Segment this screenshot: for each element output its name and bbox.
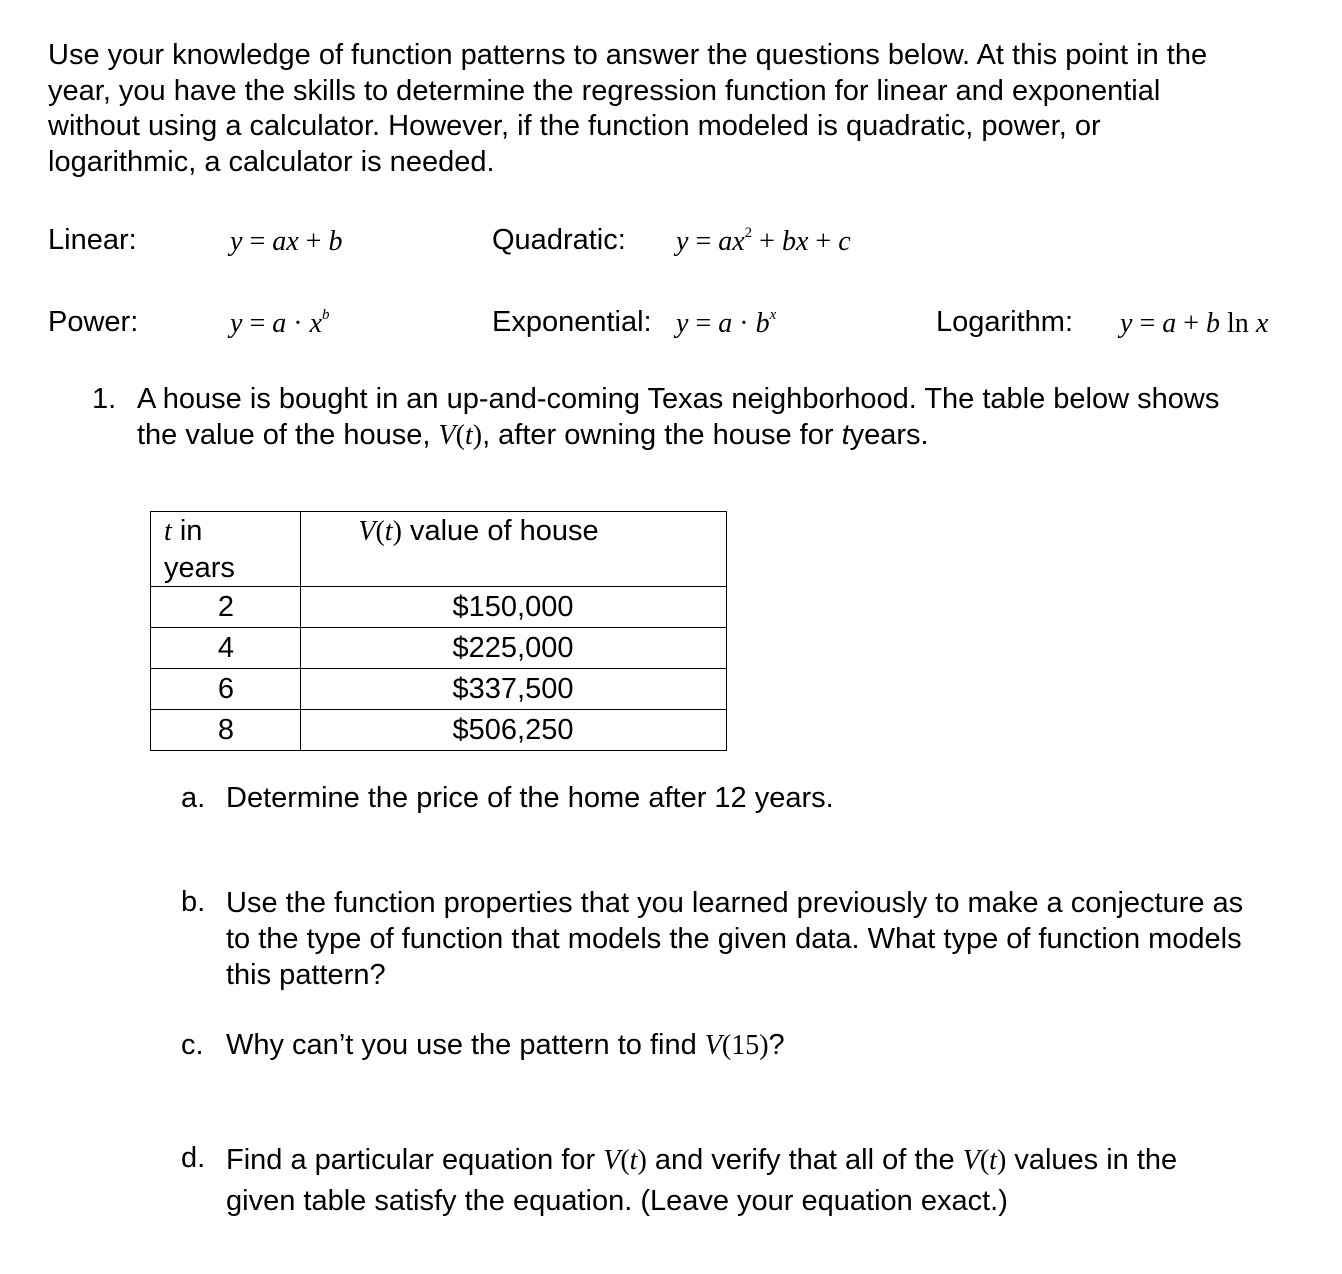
table-cell-value: $225,000 (301, 628, 727, 669)
quadratic-formula: $y = ax^2$ + bx + c (676, 225, 851, 257)
power-formula: $y = a \cdot x^b$ (230, 307, 330, 339)
logarithm-formula: y = a + b ln x (1120, 308, 1269, 339)
question-d-line-2: given table satisfy the equation. (Leave your equation exact.) (226, 1185, 1008, 1217)
question-b-text (226, 885, 1326, 993)
table-cell-value: $150,000 (301, 587, 727, 628)
question-d-label: d. (181, 1142, 206, 1174)
table-header-t (151, 512, 301, 587)
question-b-label: b. (181, 886, 206, 918)
question-d-line-1 (226, 1140, 1326, 1181)
table-cell-t: 4 (151, 628, 301, 669)
problem-1-line-1: A house is bought in an up-and-coming Texas neighborhood. The table below shows (137, 383, 1220, 415)
question-d-text-3: values in the (1014, 1144, 1178, 1176)
problem-1-text-a: the value of the house, (137, 419, 431, 451)
question-b-line-1: Use the function properties that you learned previously to make a conjecture as (226, 887, 1244, 919)
problem-1-vt: V(t) (438, 420, 483, 451)
linear-formula: y = ax + b (230, 226, 343, 257)
table-cell-t: 6 (151, 669, 301, 710)
table-row (151, 587, 727, 628)
problem-1-text-c: years. (849, 419, 929, 451)
question-c-text (226, 1029, 785, 1062)
table-row (151, 628, 727, 669)
intro-line-3: without using a calculator. However, if the function modeled is quadratic, power, or (48, 110, 1101, 142)
problem-1-t: t (841, 419, 850, 451)
table-cell-value: $506,250 (301, 710, 727, 751)
house-value-table (150, 511, 727, 751)
logarithm-label: Logarithm: (936, 306, 1074, 338)
question-a-label: a. (181, 782, 206, 814)
table-row (151, 669, 727, 710)
intro-line-1: Use your knowledge of function patterns to answer the questions below. At this point in the (48, 39, 1208, 71)
question-d-text-2: and verify that all of the (654, 1144, 955, 1176)
question-d-text (226, 1140, 1326, 1222)
table-header-row (151, 512, 727, 587)
table-header-v (301, 512, 727, 587)
linear-label: Linear: (48, 224, 137, 256)
exponential-label: Exponential: (492, 306, 652, 338)
question-c-end: ? (768, 1029, 785, 1061)
header-t-years: years (164, 552, 235, 584)
question-d-vt-1: V(t) (603, 1145, 647, 1176)
header-t-in: in (179, 515, 203, 547)
question-d-vt-2: V(t) (962, 1145, 1007, 1176)
problem-1-text-b: , after owning the house for (482, 419, 834, 451)
problem-number: 1. (92, 383, 117, 415)
problem-1-text (137, 381, 1317, 454)
question-c-prompt: Why can’t you use the pattern to find (226, 1029, 697, 1061)
table-cell-t: 8 (151, 710, 301, 751)
intro-paragraph (48, 38, 1308, 180)
intro-line-2: year, you have the skills to determine the regression function for linear and exponential (48, 74, 1161, 107)
header-t-var: t (164, 516, 172, 547)
intro-line-4: logarithmic, a calculator is needed. (48, 145, 495, 178)
problem-1-line-2 (137, 417, 1317, 454)
exponential-formula: $y = a \cdot b^x$ (676, 307, 777, 339)
question-c-math: V(15) (704, 1030, 769, 1061)
table-cell-value: $337,500 (301, 669, 727, 710)
question-c-label: c. (181, 1029, 204, 1061)
table-row (151, 710, 727, 751)
question-d-text-1: Find a particular equation for (226, 1144, 596, 1176)
power-label: Power: (48, 306, 139, 338)
table-cell-t: 2 (151, 587, 301, 628)
question-b-line-3: this pattern? (226, 959, 386, 991)
question-b-line-2: to the type of function that models the given data. What type of function models (226, 923, 1242, 955)
quadratic-label: Quadratic: (492, 224, 626, 256)
question-a-text: Determine the price of the home after 12 years. (226, 782, 834, 814)
header-v-text: value of house (409, 515, 599, 547)
header-v-var: V(t) (358, 516, 402, 547)
